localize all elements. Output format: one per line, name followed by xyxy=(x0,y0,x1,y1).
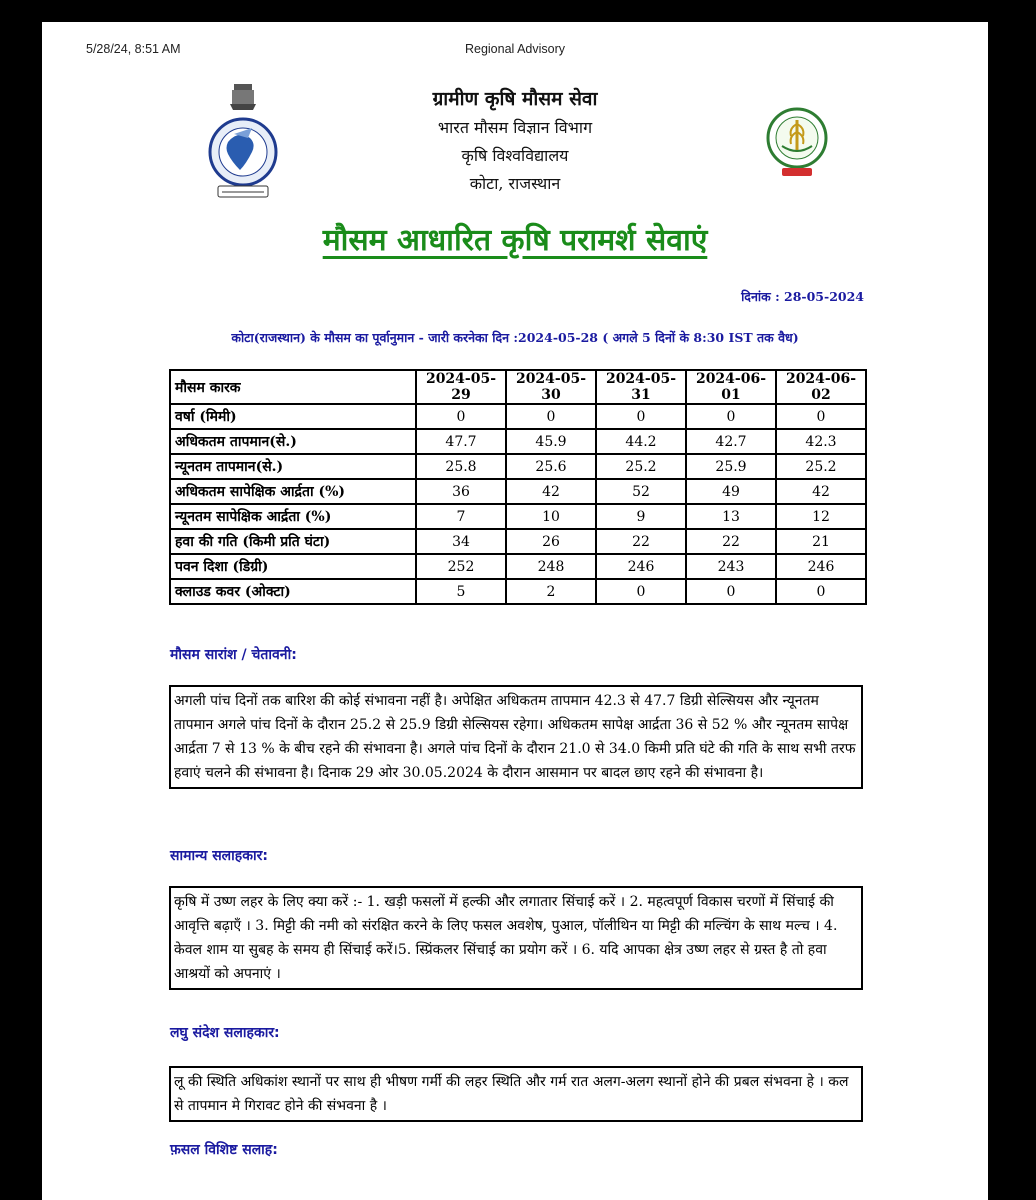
table-cell: 246 xyxy=(596,554,686,579)
table-cell: 12 xyxy=(776,504,866,529)
table-cell: 0 xyxy=(776,579,866,604)
param-header: मौसम कारक xyxy=(170,370,416,404)
table-cell: 42 xyxy=(506,479,596,504)
table-cell: 0 xyxy=(686,404,776,429)
table-cell: 25.8 xyxy=(416,454,506,479)
table-cell: 47.7 xyxy=(416,429,506,454)
table-cell: 42.3 xyxy=(776,429,866,454)
param-label: हवा की गति (किमी प्रति घंटा) xyxy=(170,529,416,554)
table-row xyxy=(170,504,866,529)
table-cell: 248 xyxy=(506,554,596,579)
sms-advisory-box: लू की स्थिति अधिकांश स्थानों पर साथ ही भीषण गर्मी की लहर स्थिति और गर्म रात अलग-अलग स्थानों होने की प्रबल संभवना हे । कल से तापमान मे गिरावट होने की संभवना है । xyxy=(169,1066,863,1122)
table-cell: 10 xyxy=(506,504,596,529)
page-title: मौसम आधारित कृषि परामर्श सेवाएं xyxy=(322,223,708,258)
table-cell: 42.7 xyxy=(686,429,776,454)
table-cell: 243 xyxy=(686,554,776,579)
param-label: अधिकतम तापमान(से.) xyxy=(170,429,416,454)
table-cell: 5 xyxy=(416,579,506,604)
table-cell: 0 xyxy=(506,404,596,429)
summary-heading: मौसम सारांश / चेतावनी: xyxy=(170,647,297,663)
date-header: 2024-05-30 xyxy=(506,370,596,404)
date-header: 2024-05-31 xyxy=(596,370,686,404)
scrollbar[interactable] xyxy=(1018,0,1036,1200)
param-label: न्यूनतम सापेक्षिक आर्द्रता (%) xyxy=(170,504,416,529)
table-cell: 25.2 xyxy=(776,454,866,479)
org-line-3: कृषि विश्वविद्यालय xyxy=(461,146,569,165)
table-cell: 42 xyxy=(776,479,866,504)
print-title: Regional Advisory xyxy=(464,42,566,56)
date-header: 2024-06-02 xyxy=(776,370,866,404)
org-line-4: कोटा, राजस्थान xyxy=(469,174,561,193)
table-row xyxy=(170,554,866,579)
table-row xyxy=(170,404,866,429)
summary-box: अगली पांच दिनों तक बारिश की कोई संभावना नहीं है। अपेक्षित अधिकतम तापमान 42.3 से 47.7 डिग्री सेल्सियस और न्यूनतम तापमान अगले पांच दिनों के दौरान 25.2 से 25.9 डिग्री सेल्सियस रहेगा। अधिकतम सापेक्ष आर्द्रता 36 से 52 % और न्यूनतम सापेक्ष आर्द्रता 7 से 13 % के बीच रहने की संभावना है। अगले पांच दिनों के दौरान 21.0 से 34.0 किमी प्रति घंटे की गति के साथ सभी तरफ हवाएं चलने की संभावना है। दिनाक 29 ओर 30.05.2024 के दौरान आसमान पर बादल छाए रहने की संभावना है। xyxy=(169,685,863,789)
table-cell: 0 xyxy=(596,404,686,429)
table-cell: 26 xyxy=(506,529,596,554)
table-cell: 0 xyxy=(776,404,866,429)
table-cell: 22 xyxy=(596,529,686,554)
table-cell: 0 xyxy=(686,579,776,604)
crop-advisory-heading: फ़सल विशिष्ट सलाह: xyxy=(170,1142,278,1158)
table-cell: 22 xyxy=(686,529,776,554)
table-cell: 0 xyxy=(596,579,686,604)
date-header: 2024-06-01 xyxy=(686,370,776,404)
table-row xyxy=(170,454,866,479)
table-row xyxy=(170,529,866,554)
org-line-2: भारत मौसम विज्ञान विभाग xyxy=(437,118,593,137)
table-cell: 7 xyxy=(416,504,506,529)
param-label: क्लाउड कवर (ओक्टा) xyxy=(170,579,416,604)
sms-advisory-heading: लघु संदेश सलाहकार: xyxy=(170,1025,280,1041)
table-cell: 25.6 xyxy=(506,454,596,479)
table-cell: 25.9 xyxy=(686,454,776,479)
param-label: वर्षा (मिमी) xyxy=(170,404,416,429)
param-label: न्यूनतम तापमान(से.) xyxy=(170,454,416,479)
table-row xyxy=(170,579,866,604)
table-cell: 13 xyxy=(686,504,776,529)
table-cell: 49 xyxy=(686,479,776,504)
table-row xyxy=(170,479,866,504)
org-line-1: ग्रामीण कृषि मौसम सेवा xyxy=(432,88,598,110)
param-label: पवन दिशा (डिग्री) xyxy=(170,554,416,579)
table-cell: 25.2 xyxy=(596,454,686,479)
issue-date: दिनांक : 28-05-2024 xyxy=(741,289,864,304)
table-cell: 44.2 xyxy=(596,429,686,454)
table-cell: 36 xyxy=(416,479,506,504)
date-header: 2024-05-29 xyxy=(416,370,506,404)
table-cell: 2 xyxy=(506,579,596,604)
table-cell: 9 xyxy=(596,504,686,529)
organization-header xyxy=(42,84,988,198)
table-cell: 246 xyxy=(776,554,866,579)
table-cell: 34 xyxy=(416,529,506,554)
forecast-caption: कोटा(राजस्थान) के मौसम का पूर्वानुमान - जारी करनेका दिन :2024-05-28 ( अगले 5 दिनों के 8:30 IST तक वैध) xyxy=(231,330,799,345)
general-advisory-box: कृषि में उष्ण लहर के लिए क्या करें :- 1. खड़ी फसलों में हल्की और लगातार सिंचाई करें । 2. महत्वपूर्ण विकास चरणों में सिंचाई की आवृत्ति बढ़ाएँ । 3. मिट्टी की नमी को संरक्षित करने के लिए फसल अवशेष, पुआल, पॉलीथिन या मिट्टी की मल्चिंग के साथ मल्च । 4. केवल शाम या सुबह के समय ही सिंचाई करें।5. स्प्रिंकलर सिंचाई का प्रयोग करें । 6. यदि आपका क्षेत्र उष्ण लहर से ग्रस्त है तो हवा आश्रयों को अपनाएं । xyxy=(169,886,863,990)
table-cell: 252 xyxy=(416,554,506,579)
table-body xyxy=(170,404,866,604)
print-datetime: 5/28/24, 8:51 AM xyxy=(86,42,181,56)
table-cell: 52 xyxy=(596,479,686,504)
table-cell: 45.9 xyxy=(506,429,596,454)
param-label: अधिकतम सापेक्षिक आर्द्रता (%) xyxy=(170,479,416,504)
document-page xyxy=(42,22,988,1200)
table-cell: 21 xyxy=(776,529,866,554)
table-header-row xyxy=(170,370,866,404)
table-cell: 0 xyxy=(416,404,506,429)
general-advisory-heading: सामान्य सलाहकार: xyxy=(170,848,268,864)
weather-forecast-table xyxy=(169,369,867,605)
table-row xyxy=(170,429,866,454)
